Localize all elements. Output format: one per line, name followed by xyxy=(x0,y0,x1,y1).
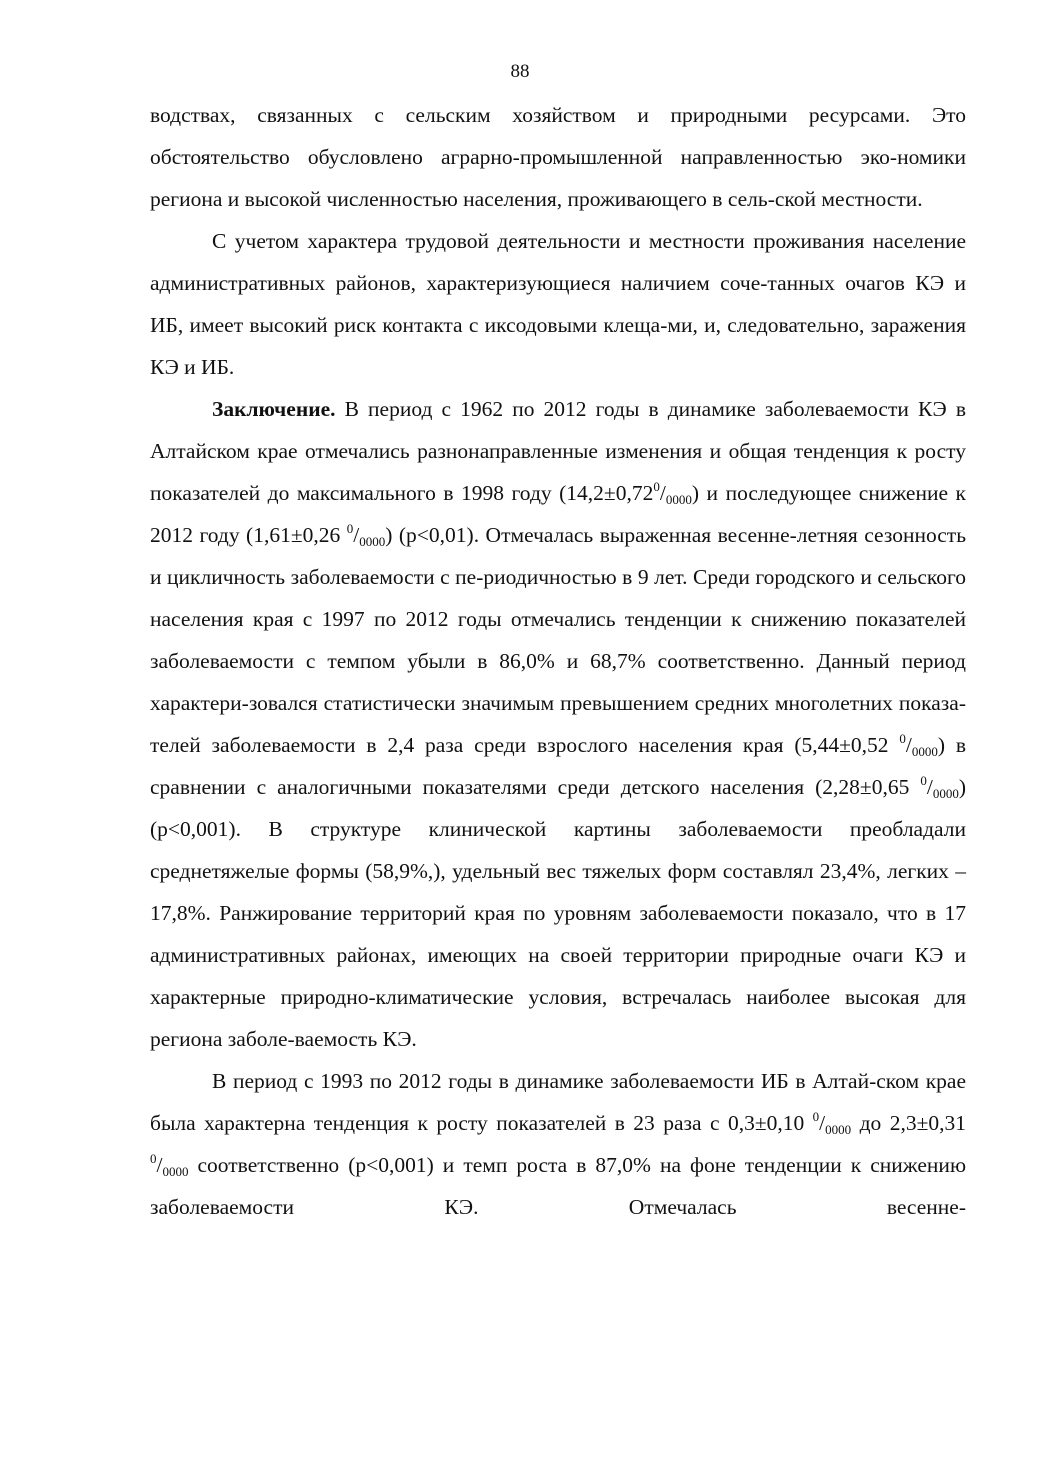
subscript: 0000 xyxy=(162,1164,189,1179)
slash: / xyxy=(905,733,912,757)
ib-text-1: В период с 1993 по 2012 годы в динамике заболеваемости ИБ в Алтай-ском крае была характерна тенденция к росту показателей в 23 раза с 0,3±0,10 xyxy=(150,1069,966,1135)
subscript: 0000 xyxy=(932,786,959,801)
paragraph-conclusion xyxy=(150,388,966,1060)
paragraph-ib xyxy=(150,1060,966,1228)
slash: / xyxy=(926,775,933,799)
page-body xyxy=(150,94,966,1228)
slash: / xyxy=(819,1111,826,1135)
slash: / xyxy=(156,1153,163,1177)
superscript: 0 xyxy=(920,773,927,788)
ib-text-3: соответственно (p<0,001) и темп роста в 87,0% на фоне тенденции к снижению заболеваемости КЭ. Отмечалась весенне- xyxy=(150,1153,966,1219)
conclusion-text-1: В период с 1962 по 2012 годы в динамике заболеваемости КЭ в Алтайском крае отмечались разнонаправленные изменения и общая тенденция к росту показателей до максимального в 1998 году (14,2±0,72 xyxy=(150,397,966,505)
superscript: 0 xyxy=(346,521,354,536)
page-number: 88 xyxy=(510,61,530,82)
conclusion-text-5: ) (p<0,001). В структуре клинической картины заболеваемости преобладали среднетяжелые формы (58,9%,), удельный вес тяжелых форм составлял 23,4%, легких – 17,8%. Ранжирование территорий края по уровням заболеваемости показало, что в 17 административных районах, имеющих на своей территории природные очаги КЭ и характерные природно-климатические условия, встречалась наиболее высокая для региона заболе-ваемость КЭ. xyxy=(150,775,966,1051)
paragraph-continuation: водствах, связанных с сельским хозяйством и природными ресурсами. Это обстоятельство обусловлено аграрно-промышленной направленностью эко-номики региона и высокой численностью населения, проживающего в сель-ской местности. xyxy=(150,103,966,211)
subscript: 0000 xyxy=(911,744,938,759)
superscript: 0 xyxy=(812,1109,820,1124)
slash: / xyxy=(353,523,360,547)
superscript: 0 xyxy=(899,731,906,746)
paragraph-risk: С учетом характера трудовой деятельности и местности проживания население административных районов, характеризующиеся наличием соче-танных очагов КЭ и ИБ, имеет высокий риск контакта с иксодовыми клеща-ми, и, следовательно, заражения КЭ и ИБ. xyxy=(150,229,966,379)
slash: / xyxy=(659,481,666,505)
conclusion-text-2: ) и последующее снижение к 2012 году (1,61±0,26 xyxy=(150,481,966,547)
subscript: 0000 xyxy=(825,1122,852,1137)
subscript: 0000 xyxy=(665,492,692,507)
ib-text-2: до 2,3±0,31 xyxy=(851,1111,966,1135)
conclusion-text-3: ) (p<0,01). Отмечалась выраженная весенне-летняя сезонность и цикличность заболеваемости с пе-риодичностью в 9 лет. Среди городского и сельского населения края с 1997 по 2012 годы отмечались тенденции к снижению показателей заболеваемости с темпом убыли в 86,0% и 68,7% соответственно. Данный период характери-зовался статистически значимым превышением средних многолетних показа-телей заболеваемости в 2,4 раза среди взрослого населения края (5,44±0,52 xyxy=(150,523,967,757)
conclusion-text-4: ) в сравнении с аналогичными показателями среди детского населения (2,28±0,65 xyxy=(150,733,967,799)
conclusion-heading: Заключение. xyxy=(212,397,336,421)
superscript: 0 xyxy=(653,479,660,494)
superscript: 0 xyxy=(150,1151,157,1166)
subscript: 0000 xyxy=(359,534,386,549)
